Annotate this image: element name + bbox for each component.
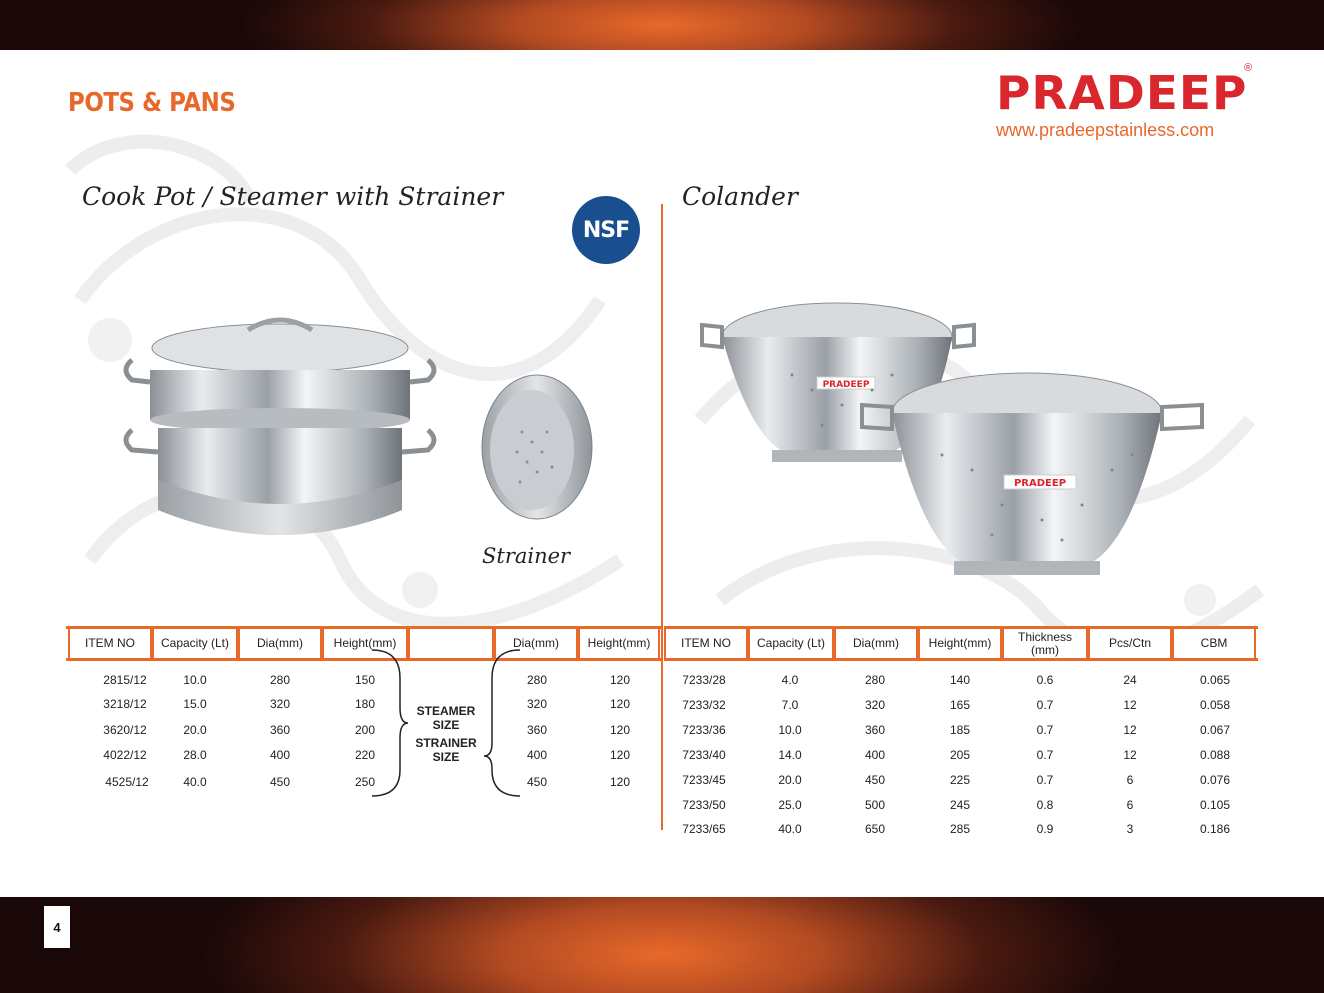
left-col-strainer-height: Height(mm) — [578, 629, 660, 658]
item-no: 7233/36 — [682, 723, 726, 737]
nsf-label: NSF — [582, 217, 630, 243]
item-no: 7233/50 — [682, 798, 726, 812]
website-url[interactable]: www.pradeepstainless.com — [996, 120, 1215, 140]
capacity: 40.0 — [183, 775, 207, 789]
strainer-dia: 320 — [526, 697, 548, 711]
dia: 500 — [864, 798, 886, 812]
left-col-item: ITEM NO — [68, 629, 152, 658]
cbm: 0.105 — [1199, 798, 1231, 812]
dia: 400 — [269, 748, 291, 762]
left-col-capacity: Capacity (Lt) — [152, 629, 238, 658]
item-no: 7233/65 — [682, 822, 726, 836]
height: 180 — [354, 697, 376, 711]
right-col-pcs: Pcs/Ctn — [1088, 629, 1172, 658]
strainer-dia: 280 — [526, 673, 548, 687]
capacity: 4.0 — [781, 673, 799, 687]
left-col-dia: Dia(mm) — [238, 629, 322, 658]
thickness: 0.8 — [1036, 798, 1054, 812]
cbm: 0.058 — [1199, 698, 1231, 712]
pcs-ctn: 3 — [1126, 822, 1134, 836]
capacity: 40.0 — [778, 822, 802, 836]
registered-mark: ® — [1244, 62, 1253, 74]
height: 205 — [949, 748, 971, 762]
strainer-height: 120 — [609, 697, 631, 711]
item-no: 3218/12 — [103, 697, 147, 711]
pcs-ctn: 6 — [1126, 798, 1134, 812]
dia: 400 — [864, 748, 886, 762]
capacity: 25.0 — [778, 798, 802, 812]
item-no: 4525/12 — [105, 775, 149, 789]
item-no: 7233/28 — [682, 673, 726, 687]
strainer-height: 120 — [609, 723, 631, 737]
dia: 650 — [864, 822, 886, 836]
right-col-height: Height(mm) — [918, 629, 1002, 658]
dia: 320 — [864, 698, 886, 712]
right-col-capacity: Capacity (Lt) — [748, 629, 834, 658]
strainer-dia: 360 — [526, 723, 548, 737]
height: 245 — [949, 798, 971, 812]
colander-image — [692, 295, 1222, 595]
capacity: 28.0 — [183, 748, 207, 762]
cbm: 0.076 — [1199, 773, 1231, 787]
colander-brand-label-2: PRADEEP — [1013, 478, 1067, 489]
strainer-height: 120 — [609, 775, 631, 789]
section-title: POTS & PANS — [68, 88, 236, 118]
thickness: 0.7 — [1036, 773, 1054, 787]
thickness: 0.6 — [1036, 673, 1054, 687]
thickness: 0.7 — [1036, 748, 1054, 762]
cbm: 0.186 — [1199, 822, 1231, 836]
colander-brand-label-1: PRADEEP — [822, 380, 870, 390]
strainer-height: 120 — [609, 673, 631, 687]
dia: 320 — [269, 697, 291, 711]
dia: 280 — [269, 673, 291, 687]
dia: 450 — [864, 773, 886, 787]
thickness: 0.7 — [1036, 698, 1054, 712]
dia: 360 — [269, 723, 291, 737]
strainer-size-label: STRAINER SIZE — [415, 736, 477, 764]
capacity: 10.0 — [183, 673, 207, 687]
item-no: 4022/12 — [103, 748, 147, 762]
capacity: 20.0 — [183, 723, 207, 737]
height: 285 — [949, 822, 971, 836]
pcs-ctn: 12 — [1123, 748, 1137, 762]
right-col-dia: Dia(mm) — [834, 629, 918, 658]
nsf-badge — [572, 196, 640, 264]
page-number: 4 — [44, 906, 70, 948]
height: 140 — [949, 673, 971, 687]
pcs-ctn: 12 — [1123, 723, 1137, 737]
item-no: 7233/40 — [682, 748, 726, 762]
cbm: 0.067 — [1199, 723, 1231, 737]
height: 250 — [354, 775, 376, 789]
pcs-ctn: 12 — [1123, 698, 1137, 712]
dia: 450 — [269, 775, 291, 789]
cook-pot-title: Cook Pot / Steamer with Strainer — [82, 182, 504, 211]
left-col-blank — [408, 629, 494, 658]
pcs-ctn: 6 — [1126, 773, 1134, 787]
height: 225 — [949, 773, 971, 787]
brand-logo: PRADEEP — [996, 66, 1248, 120]
cook-pot-steamer-image — [120, 310, 440, 570]
item-no: 3620/12 — [103, 723, 147, 737]
height: 220 — [354, 748, 376, 762]
column-divider — [661, 204, 663, 830]
capacity: 10.0 — [778, 723, 802, 737]
item-no: 7233/32 — [682, 698, 726, 712]
thickness: 0.9 — [1036, 822, 1054, 836]
height: 150 — [354, 673, 376, 687]
dia: 360 — [864, 723, 886, 737]
cbm: 0.088 — [1199, 748, 1231, 762]
item-no: 2815/12 — [103, 673, 147, 687]
capacity: 20.0 — [778, 773, 802, 787]
strainer-dia: 450 — [526, 775, 548, 789]
top-banner — [0, 0, 1324, 50]
capacity: 7.0 — [781, 698, 799, 712]
left-col-strainer-dia: Dia(mm) — [494, 629, 578, 658]
colander-title: Colander — [682, 182, 798, 211]
bottom-banner — [0, 897, 1324, 993]
capacity: 15.0 — [183, 697, 207, 711]
right-col-thickness: Thickness (mm) — [1002, 629, 1088, 658]
height: 165 — [949, 698, 971, 712]
height: 200 — [354, 723, 376, 737]
strainer-caption: Strainer — [482, 544, 571, 568]
dia: 280 — [864, 673, 886, 687]
item-no: 7233/45 — [682, 773, 726, 787]
right-col-item: ITEM NO — [664, 629, 748, 658]
strainer-image — [462, 372, 612, 542]
capacity: 14.0 — [778, 748, 802, 762]
left-col-height: Height(mm) — [322, 629, 408, 658]
strainer-dia: 400 — [526, 748, 548, 762]
pcs-ctn: 24 — [1123, 673, 1137, 687]
thickness: 0.7 — [1036, 723, 1054, 737]
right-col-cbm: CBM — [1172, 629, 1256, 658]
steamer-size-label: STEAMER SIZE — [416, 704, 476, 732]
height: 185 — [949, 723, 971, 737]
strainer-height: 120 — [609, 748, 631, 762]
cbm: 0.065 — [1199, 673, 1231, 687]
